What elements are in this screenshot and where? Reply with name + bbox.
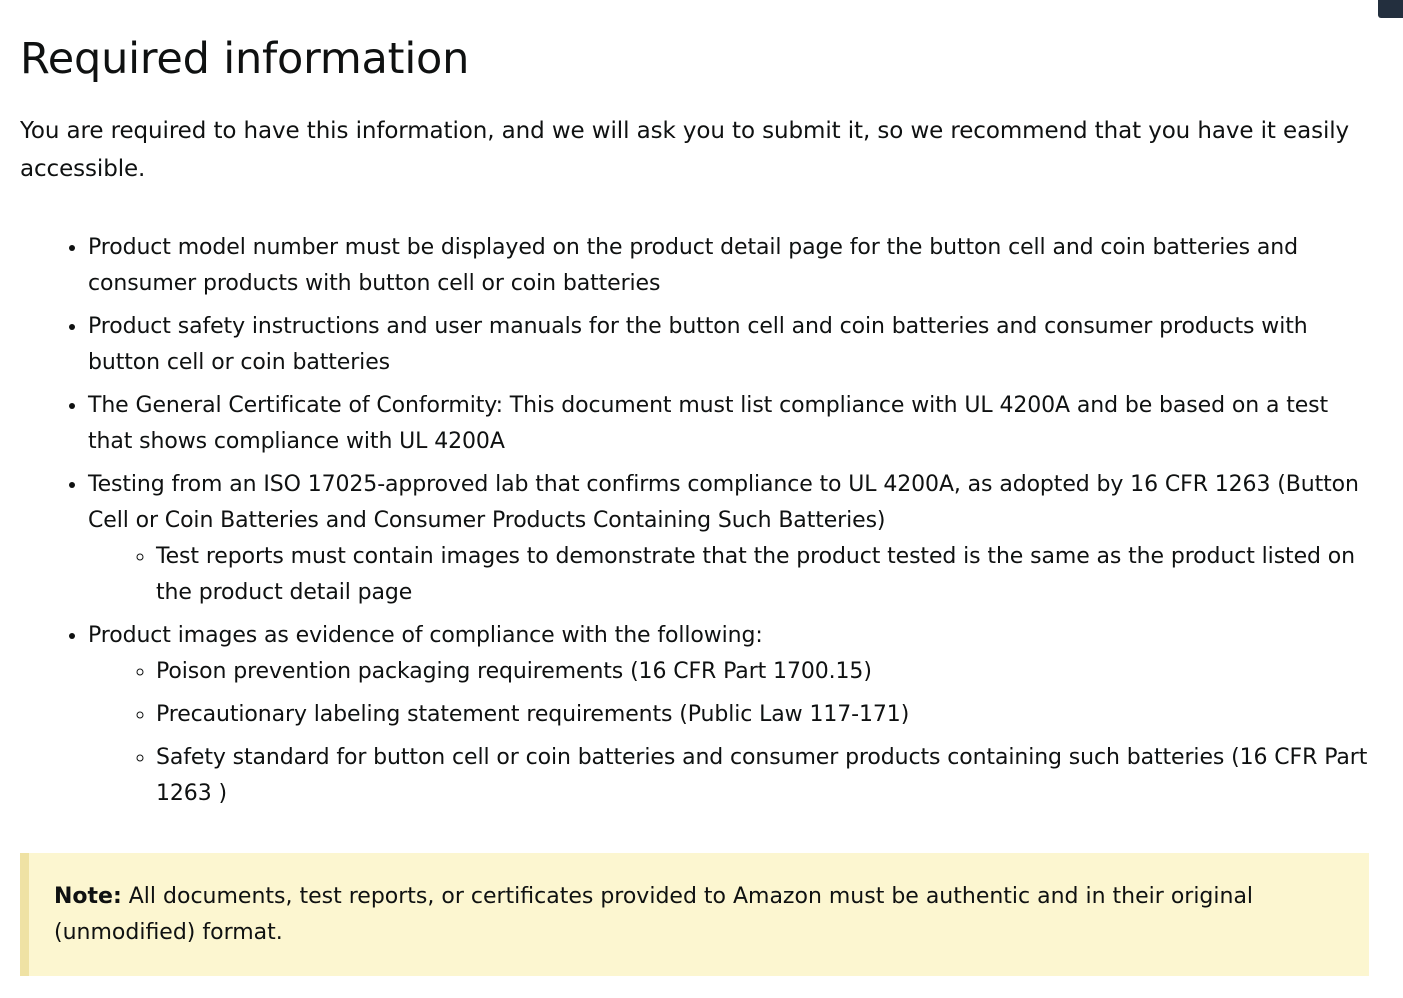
sub-list-item bbox=[156, 740, 1370, 812]
sub-list-item-text: Safety standard for button cell or coin batteries and consumer products containing such batteries (16 CFR Part 1263 ) bbox=[156, 745, 1368, 806]
list-item bbox=[88, 309, 1370, 381]
note-text: All documents, test reports, or certificates provided to Amazon must be authentic and in their original (unmodified) format. bbox=[54, 884, 1254, 945]
list-item-text: Product safety instructions and user manuals for the button cell and coin batteries and consumer products with button cell or coin batteries bbox=[88, 314, 1308, 375]
main-content bbox=[20, 0, 1370, 819]
sub-list bbox=[88, 539, 1370, 611]
list-item-text: The General Certificate of Conformity: This document must list compliance with UL 4200A and be based on a test that shows compliance with UL 4200A bbox=[88, 393, 1329, 454]
page-title: Required information bbox=[20, 34, 470, 84]
list-item bbox=[88, 230, 1370, 302]
sub-list-item bbox=[156, 697, 1370, 733]
sub-list bbox=[88, 654, 1370, 812]
scroll-to-top-tab[interactable] bbox=[1378, 0, 1403, 18]
sub-list-item-text: Test reports must contain images to demonstrate that the product tested is the same as the product listed on the product detail page bbox=[156, 544, 1355, 605]
list-item bbox=[88, 618, 1370, 812]
sub-list-item bbox=[156, 654, 1370, 690]
list-item-text: Testing from an ISO 17025-approved lab that confirms compliance to UL 4200A, as adopted by 16 CFR 1263 (Button Cell or Coin Batteries and Consumer Products Containing Such Batteries) bbox=[88, 472, 1359, 533]
list-item bbox=[88, 388, 1370, 460]
list-item bbox=[88, 467, 1370, 611]
note-box bbox=[20, 853, 1369, 976]
sub-list-item-text: Poison prevention packaging requirements (16 CFR Part 1700.15) bbox=[156, 659, 872, 684]
requirements-list bbox=[20, 230, 1370, 812]
intro-paragraph: You are required to have this information, and we will ask you to submit it, so we recommend that you have it easily accessible. bbox=[20, 118, 1350, 182]
sub-list-item-text: Precautionary labeling statement requirements (Public Law 117-171) bbox=[156, 702, 910, 727]
list-item-text: Product model number must be displayed on the product detail page for the button cell and coin batteries and consumer products with button cell or coin batteries bbox=[88, 235, 1299, 296]
note-label: Note: bbox=[54, 884, 122, 909]
sub-list-item bbox=[156, 539, 1370, 611]
list-item-text: Product images as evidence of compliance with the following: bbox=[88, 623, 763, 648]
